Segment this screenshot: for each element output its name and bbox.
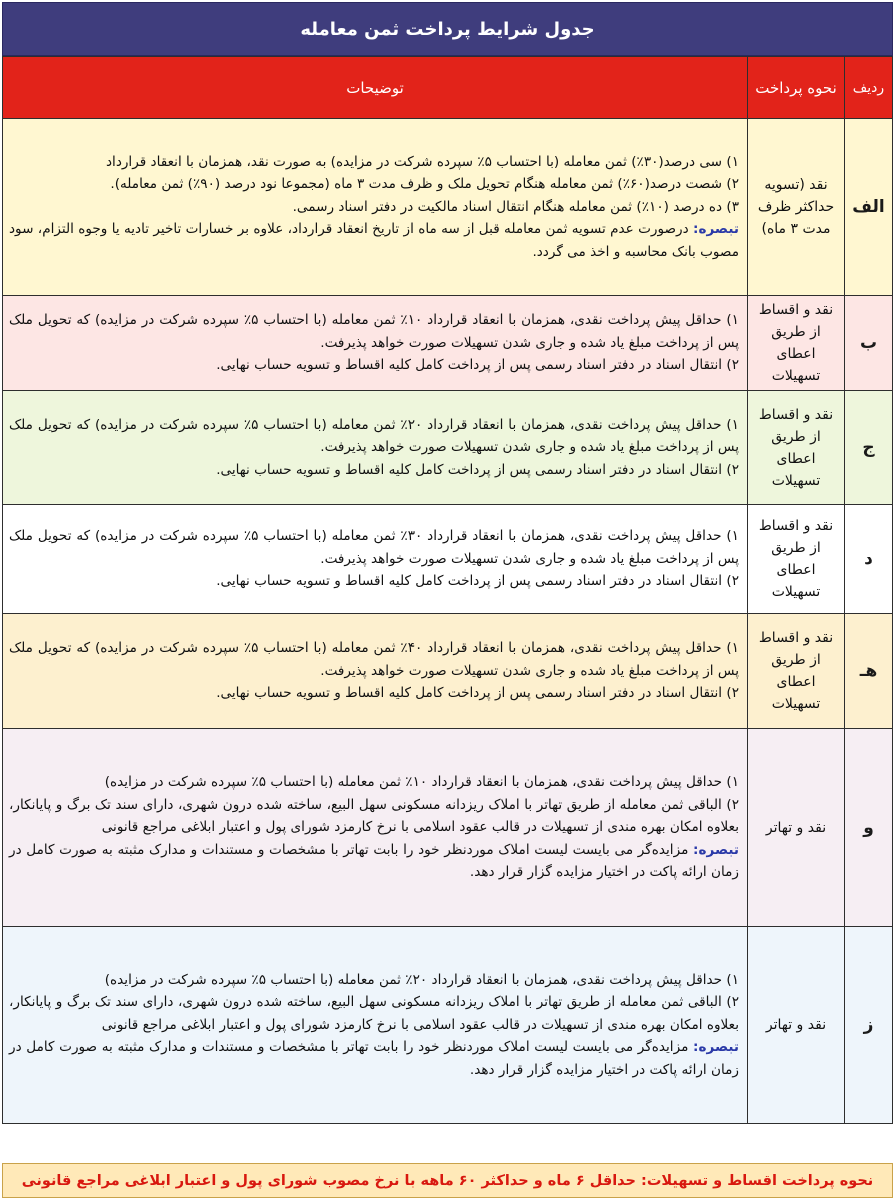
description-line: ۱) حداقل پیش پرداخت نقدی، همزمان با انعقاد قرارداد ۲۰٪ ثمن معامله (با احتساب ۵٪ سپرده شرکت در مزایده) (104, 971, 739, 988)
row-method: نقد و اقساط از طریق اعطای تسهیلات (748, 391, 845, 505)
note-text: مزایده‌گر می بایست لیست املاک موردنظر خود را بابت تهاتر با مشخصات و مستندات و مدارک مثبته به صورت کامل در زمان ارائه پاکت در اختیار مزایده گزار قرار دهد. (9, 1039, 739, 1078)
description-line: ۲) انتقال اسناد در دفتر اسناد رسمی پس از پرداخت کامل کلیه اقساط و تسویه حساب نهایی. (216, 357, 739, 374)
description-line: ۱) حداقل پیش پرداخت نقدی، همزمان با انعقاد قرارداد ۴۰٪ ثمن معامله (با احتساب ۵٪ سپرده شرکت در مزایده) که تحویل ملک پس از پرداخت مبلغ یاد شده و جاری شدن تسهیلات صورت خواهد پذیرفت. (9, 640, 739, 679)
note-text: درصورت عدم تسویه ثمن معامله قبل از سه ماه از تاریخ انعقاد قرارداد، علاوه بر خسارات تاخیر تادیه یا وجوه التزام، سود مصوب بانک محاسبه و اخذ می گردد. (9, 221, 739, 260)
row-description (3, 927, 748, 1124)
description-line: ۱) سی درصد(۳۰٪) ثمن معامله (با احتساب ۵٪ سپرده شرکت در مزایده) به صورت نقد، همزمان با انعقاد قرارداد (105, 153, 739, 170)
table-row (3, 505, 893, 614)
row-method: نقد و اقساط از طریق اعطای تسهیلات (748, 614, 845, 729)
row-description (3, 296, 748, 391)
description-line: ۲) انتقال اسناد در دفتر اسناد رسمی پس از پرداخت کامل کلیه اقساط و تسویه حساب نهایی. (216, 461, 739, 478)
description-line: ۱) حداقل پیش پرداخت نقدی، همزمان با انعقاد قرارداد ۱۰٪ ثمن معامله (با احتساب ۵٪ سپرده شرکت در مزایده) که تحویل ملک پس از پرداخت مبلغ یاد شده و جاری شدن تسهیلات صورت خواهد پذیرفت. (9, 312, 739, 351)
note (9, 218, 739, 263)
row-index: د (845, 505, 893, 614)
payment-terms-table (2, 56, 893, 1124)
row-index: ب (845, 296, 893, 391)
row-method: نقد و اقساط از طریق اعطای تسهیلات (748, 296, 845, 391)
row-index: هـ (845, 614, 893, 729)
row-index: ج (845, 391, 893, 505)
row-description (3, 729, 748, 927)
description-line: ۲) انتقال اسناد در دفتر اسناد رسمی پس از پرداخت کامل کلیه اقساط و تسویه حساب نهایی. (216, 573, 739, 590)
row-description (3, 505, 748, 614)
table-row (3, 119, 893, 296)
description-line: ۲) شصت درصد(۶۰٪) ثمن معامله هنگام تحویل ملک و ظرف مدت ۳ ماه (مجموعا نود درصد (۹۰٪) ثمن معامله). (110, 176, 739, 193)
row-index: و (845, 729, 893, 927)
note-label: تبصره: (693, 1039, 739, 1056)
description-line: ۳) ده درصد (۱۰٪) ثمن معامله هنگام انتقال اسناد مالکیت در دفتر اسناد رسمی. (292, 198, 739, 215)
table-row (3, 927, 893, 1124)
row-description (3, 119, 748, 296)
description-line: ۲) الباقی ثمن معامله از طریق تهاتر با املاک ریزدانه مسکونی سهل البیع، ساخته شده درون شهری، دارای سند تک برگ و پایانکار، بعلاوه امکان بهره مندی از تسهیلات در قالب عقود اسلامی با نرخ کارمزد شورای پول و اعتبار ابلاغی مراجع قانونی (9, 796, 739, 836)
header-index: ردیف (845, 57, 893, 119)
description-line: ۱) حداقل پیش پرداخت نقدی، همزمان با انعقاد قرارداد ۱۰٪ ثمن معامله (با احتساب ۵٪ سپرده شرکت در مزایده) (104, 774, 739, 791)
description-line: ۲) الباقی ثمن معامله از طریق تهاتر با املاک ریزدانه مسکونی سهل البیع، ساخته شده درون شهری، دارای سند تک برگ و پایانکار، بعلاوه امکان بهره مندی از تسهیلات در قالب عقود اسلامی با نرخ کارمزد شورای پول و اعتبار ابلاغی مراجع قانونی (9, 994, 739, 1033)
description-line: ۱) حداقل پیش پرداخت نقدی، همزمان با انعقاد قرارداد ۲۰٪ ثمن معامله (با احتساب ۵٪ سپرده شرکت در مزایده) که تحویل ملک پس از پرداخت مبلغ یاد شده و جاری شدن تسهیلات صورت خواهد پذیرفت. (9, 416, 739, 456)
note (9, 839, 739, 884)
row-index: الف (845, 119, 893, 296)
description-line: ۲) انتقال اسناد در دفتر اسناد رسمی پس از پرداخت کامل کلیه اقساط و تسویه حساب نهایی. (216, 685, 739, 702)
footer-note: نحوه پرداخت اقساط و تسهیلات: حداقل ۶ ماه و حداکثر ۶۰ ماهه با نرخ مصوب شورای پول و اعتبار ابلاغی مراجع قانونی (2, 1163, 893, 1198)
note (9, 1036, 739, 1081)
row-method: نقد و اقساط از طریق اعطای تسهیلات (748, 505, 845, 614)
row-description (3, 614, 748, 729)
document-title: جدول شرایط پرداخت ثمن معامله (2, 2, 893, 56)
row-method: نقد (تسویه حداکثر ظرف مدت ۳ ماه) (748, 119, 845, 296)
description-line: ۱) حداقل پیش پرداخت نقدی، همزمان با انعقاد قرارداد ۳۰٪ ثمن معامله (با احتساب ۵٪ سپرده شرکت در مزایده) که تحویل ملک پس از پرداخت مبلغ یاد شده و جاری شدن تسهیلات صورت خواهد پذیرفت. (9, 528, 739, 567)
note-text: مزایده‌گر می بایست لیست املاک موردنظر خود را بابت تهاتر با مشخصات و مستندات و مدارک مثبته به صورت کامل در زمان ارائه پاکت در اختیار مزایده گزار قرار دهد. (9, 841, 739, 881)
table-row (3, 729, 893, 927)
table-row (3, 391, 893, 505)
row-method: نقد و تهاتر (748, 729, 845, 927)
header-method: نحوه پرداخت (748, 57, 845, 119)
note-label: تبصره: (693, 841, 739, 858)
table-header-row (3, 57, 893, 119)
note-label: تبصره: (693, 221, 739, 238)
table-row (3, 614, 893, 729)
row-method: نقد و تهاتر (748, 927, 845, 1124)
row-index: ز (845, 927, 893, 1124)
table-row (3, 296, 893, 391)
row-description (3, 391, 748, 505)
header-description: توضیحات (3, 57, 748, 119)
